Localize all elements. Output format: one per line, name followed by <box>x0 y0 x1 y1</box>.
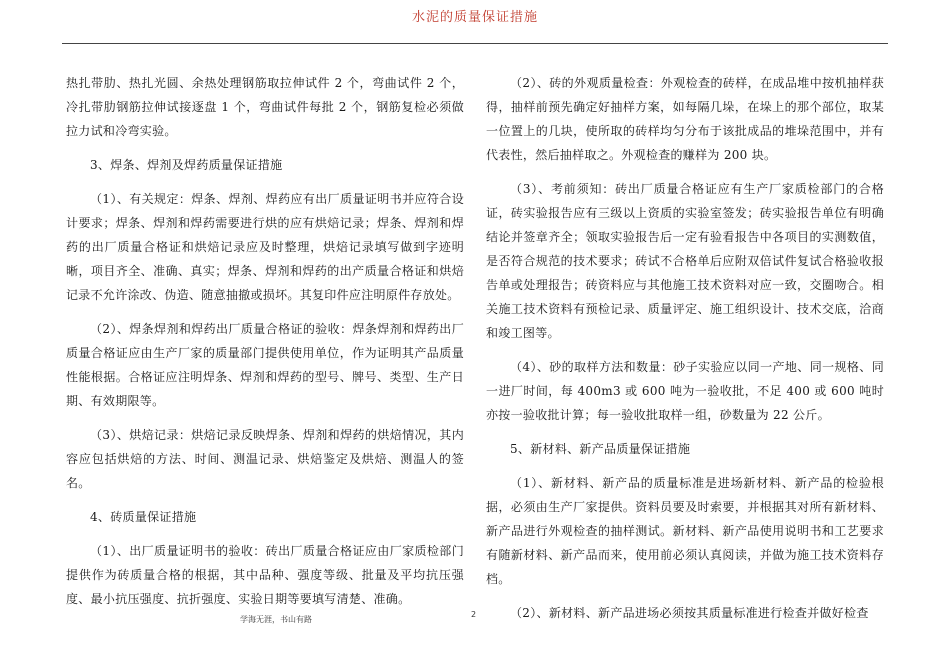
footer-motto: 学海无涯，书山有路 <box>240 615 312 624</box>
body-paragraph: （2）、砖的外观质量检查：外观检查的砖样，在成品堆中按机抽样获得，抽样前预先确定好抽样方案，如每隔几垛，在垛上的那个部位，取某一位置上的几块，使所取的砖样均匀分布于该批成品的堆垛范围中，并有代表性，然后抽样取之。外观检查的赚样为 200 块。 <box>486 76 884 162</box>
right-column <box>486 71 884 635</box>
body-paragraph: （2）、新材料、新产品进场必须按其质量标准进行检查并做好检查 <box>510 606 869 620</box>
section-heading: 4、砖质量保证措施 <box>90 510 197 524</box>
section-heading: 5、新材料、新产品质量保证措施 <box>510 442 691 456</box>
body-paragraph: （3）、烘焙记录：烘焙记录反映焊条、焊剂和焊药的烘焙情况，其内容应包括烘焙的方法、时间、测温记录、烘焙鉴定及烘焙、测温人的签名。 <box>66 428 464 490</box>
body-paragraph: （2）、焊条焊剂和焊药出厂质量合格证的验收：焊条焊剂和焊药出厂质量合格证应由生产厂家的质量部门提供使用单位，作为证明其产品质量性能根据。合格证应注明焊条、焊剂和焊药的型号、牌号、类型、生产日期、有效期限等。 <box>66 322 464 408</box>
body-paragraph: 热扎带肋、热扎光圆、余热处理钢筋取拉伸试件 2 个，弯曲试件 2 个，冷扎带肋钢筋拉伸试接逐盘 1 个，弯曲试件每批 2 个，钢筋复检必须做拉力试和冷弯实验。 <box>66 76 464 138</box>
body-paragraph: （3）、考前须知：砖出厂质量合格证应有生产厂家质检部门的合格证，砖实验报告应有三级以上资质的实验室签发；砖实验报告单位有明确结论并签章齐全；领取实验报告后一定有验看报告中各项目的实测数值，是否符合规范的技术要求；砖试不合格单后应附双倍试件复试合格验收报告单或处理报告；砖资料应与其他施工技术资料对应一致，交圈吻合。相关施工技术资料有预检记录、质量评定、施工组织设计、技术交底，洽商和竣工图等。 <box>486 182 884 340</box>
body-paragraph: （1）、出厂质量证明书的验收：砖出厂质量合格证应由厂家质检部门提供作为砖质量合格的根据，其中品种、强度等级、批量及平均抗压强度、最小抗压强度、抗折强度、实验日期等要填写清楚、准确。 <box>66 544 464 606</box>
section-heading: 3、焊条、焊剂及焊药质量保证措施 <box>90 158 283 172</box>
body-paragraph: （1）、有关规定：焊条、焊剂、焊药应有出厂质量证明书并应符合设计要求；焊条、焊剂和焊药需要进行烘的应有烘焙记录；焊条、焊剂和焊药的出厂质量合格证和烘焙记录应及时整理，烘焙记录填写做到字迹明晰，项目齐全、准确、真实；焊条、焊剂和焊药的出产质量合格证和烘焙记录不允许涂改、伪造、随意抽撤或损坏。其复印件应注明原件存放处。 <box>66 192 464 302</box>
page-header-title: 水泥的质量保证措施 <box>411 10 538 25</box>
header-divider <box>62 43 888 44</box>
page-number: 2 <box>471 610 477 619</box>
body-paragraph: （1）、新材料、新产品的质量标准是进场新材料、新产品的检验根据，必须由生产厂家提供。资料员要及时索要，并根据其对所有新材料、新产品进行外观检查的抽样测试。新材料、新产品使用说明书和工艺要求有随新材料、新产品而来，使用前必须认真阅读，并做为施工技术资料存档。 <box>486 476 884 586</box>
body-paragraph: （4）、砂的取样方法和数量：砂子实验应以同一产地、同一规格、同一进厂时间，每 400m3 或 600 吨为一验收批，不足 400 或 600 吨时亦按一验收批计算；每一验收批取样一组，砂数量为 22 公斤。 <box>486 360 884 422</box>
left-column <box>66 71 464 621</box>
